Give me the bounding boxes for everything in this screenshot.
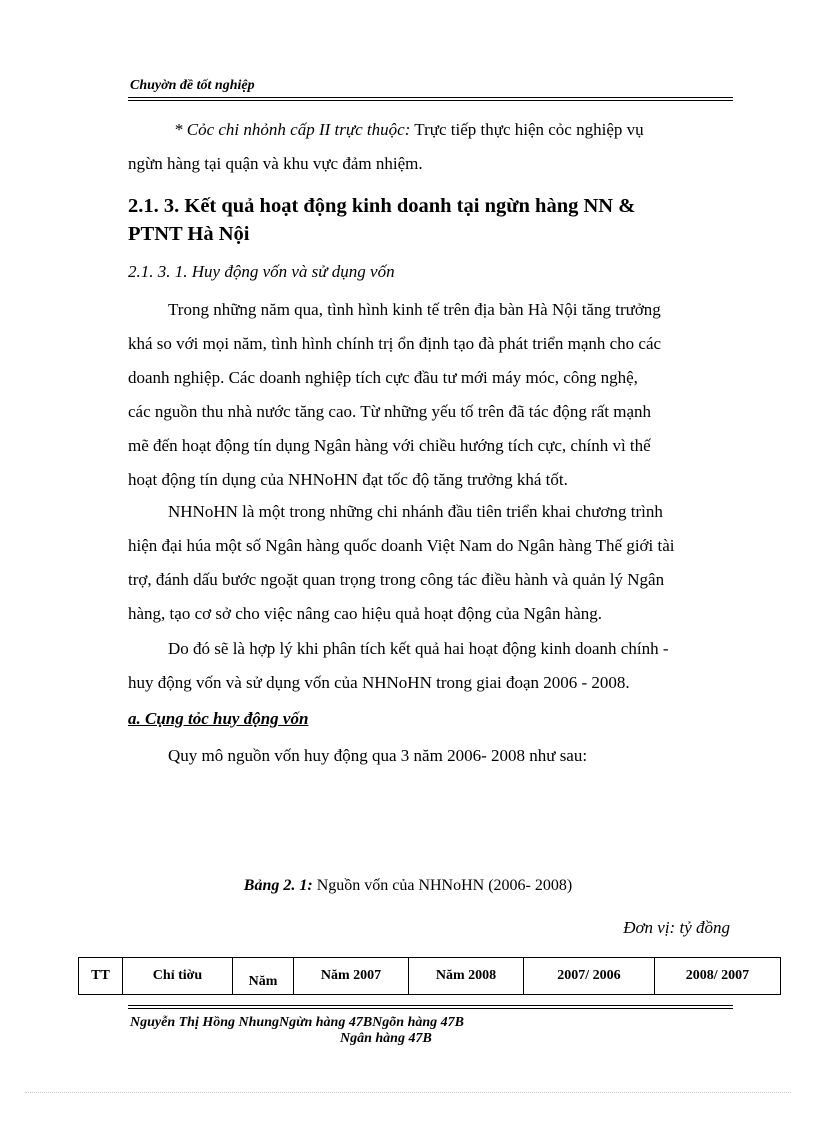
header-rule-bottom [128, 100, 733, 101]
paragraph-line: Do đó sẽ là hợp lý khi phân tích kết quả hai hoạt động kinh doanh chính - [168, 639, 669, 658]
subsection-a-title: a. Cụng tỏc huy động vốn [128, 709, 309, 728]
paragraph-line: Trong những năm qua, tình hình kinh tế trên địa bàn Hà Nội tăng trưởng [168, 300, 661, 319]
paragraph-line: khá so với mọi năm, tình hình chính trị ổn định tạo đà phát triển mạnh cho các [128, 334, 662, 353]
paragraph-2 [128, 495, 732, 631]
table-caption-text: Nguồn vốn của NHNoHN (2006- 2008) [312, 877, 573, 894]
table-header-cell: Chỉ tiờu [123, 958, 233, 995]
section-subtitle: 2.1. 3. 1. Huy động vốn và sử dụng vốn [128, 262, 395, 281]
section-heading [128, 192, 728, 248]
table-header-cell: 2008/ 2007 [655, 958, 781, 995]
paragraph-line: mẽ đến hoạt động tín dụng Ngân hàng với chiều hướng tích cực, chính vì thế [128, 436, 651, 455]
section-heading-line2: PTNT Hà Nội [128, 223, 250, 245]
paragraph-line: NHNoHN là một trong những chi nhánh đầu tiên triển khai chương trình [168, 502, 663, 521]
footer-rule-bottom [128, 1008, 733, 1009]
header-rule-top [128, 97, 733, 98]
paragraph-3 [128, 632, 732, 700]
intro-lead: * Cỏc chi nhỏnh cấp II trực thuộc: [174, 120, 411, 139]
paragraph-line: doanh nghiệp. Các doanh nghiệp tích cực đầu tư mới máy móc, công nghệ, [128, 368, 638, 387]
intro-line1-rest: Trực tiếp thực hiện cỏc nghiệp vụ [410, 120, 644, 139]
paragraph-line: huy động vốn và sử dụng vốn của NHNoHN trong giai đoạn 2006 - 2008. [128, 673, 630, 692]
page-header-title: Chuyờn đề tốt nghiệp [130, 78, 255, 93]
section-heading-line1: 2.1. 3. Kết quả hoạt động kinh doanh tại ngừn hàng NN & [128, 195, 636, 217]
paragraph-1 [128, 293, 732, 497]
table-header-cell: Năm 2008 [409, 958, 524, 995]
capital-table [78, 957, 781, 995]
footer-rule-top [128, 1005, 733, 1006]
footer-line1: Nguyễn Thị Hồng NhungNgừn hàng 47BNgõn hàng 47B [130, 1015, 464, 1030]
table-header-cell: Năm [233, 958, 294, 995]
table-caption [0, 877, 816, 895]
paragraph-line: hiện đại húa một số Ngân hàng quốc doanh Việt Nam do Ngân hàng Thế giới tài [128, 536, 675, 555]
table-caption-label: Bảng 2. 1: [243, 877, 313, 894]
table-header-cell: 2007/ 2006 [524, 958, 655, 995]
subsection-a-intro: Quy mô nguồn vốn huy động qua 3 năm 2006- 2008 như sau: [168, 746, 588, 765]
table-header-cell: Năm 2007 [294, 958, 409, 995]
table-header-row [79, 958, 781, 995]
intro-paragraph [128, 113, 732, 181]
paragraph-line: hàng, tạo cơ sở cho việc nâng cao hiệu quả hoạt động của Ngân hàng. [128, 604, 602, 623]
intro-line2: ngừn hàng tại quận và khu vực đảm nhiệm. [128, 154, 423, 173]
paragraph-line: trợ, đánh dấu bước ngoặt quan trọng trong công tác điều hành và quản lý Ngân [128, 570, 665, 589]
footer-line2: Ngân hàng 47B [340, 1031, 432, 1046]
table-header-cell: TT [79, 958, 123, 995]
paragraph-line: các nguồn thu nhà nước tăng cao. Từ những yếu tố trên đã tác động rất mạnh [128, 402, 652, 421]
table-unit: Đơn vị: tỷ đồng [623, 918, 730, 937]
paragraph-line: hoạt động tín dụng của NHNoHN đạt tốc độ tăng trưởng khá tốt. [128, 470, 568, 489]
page-break-line [25, 1092, 791, 1093]
